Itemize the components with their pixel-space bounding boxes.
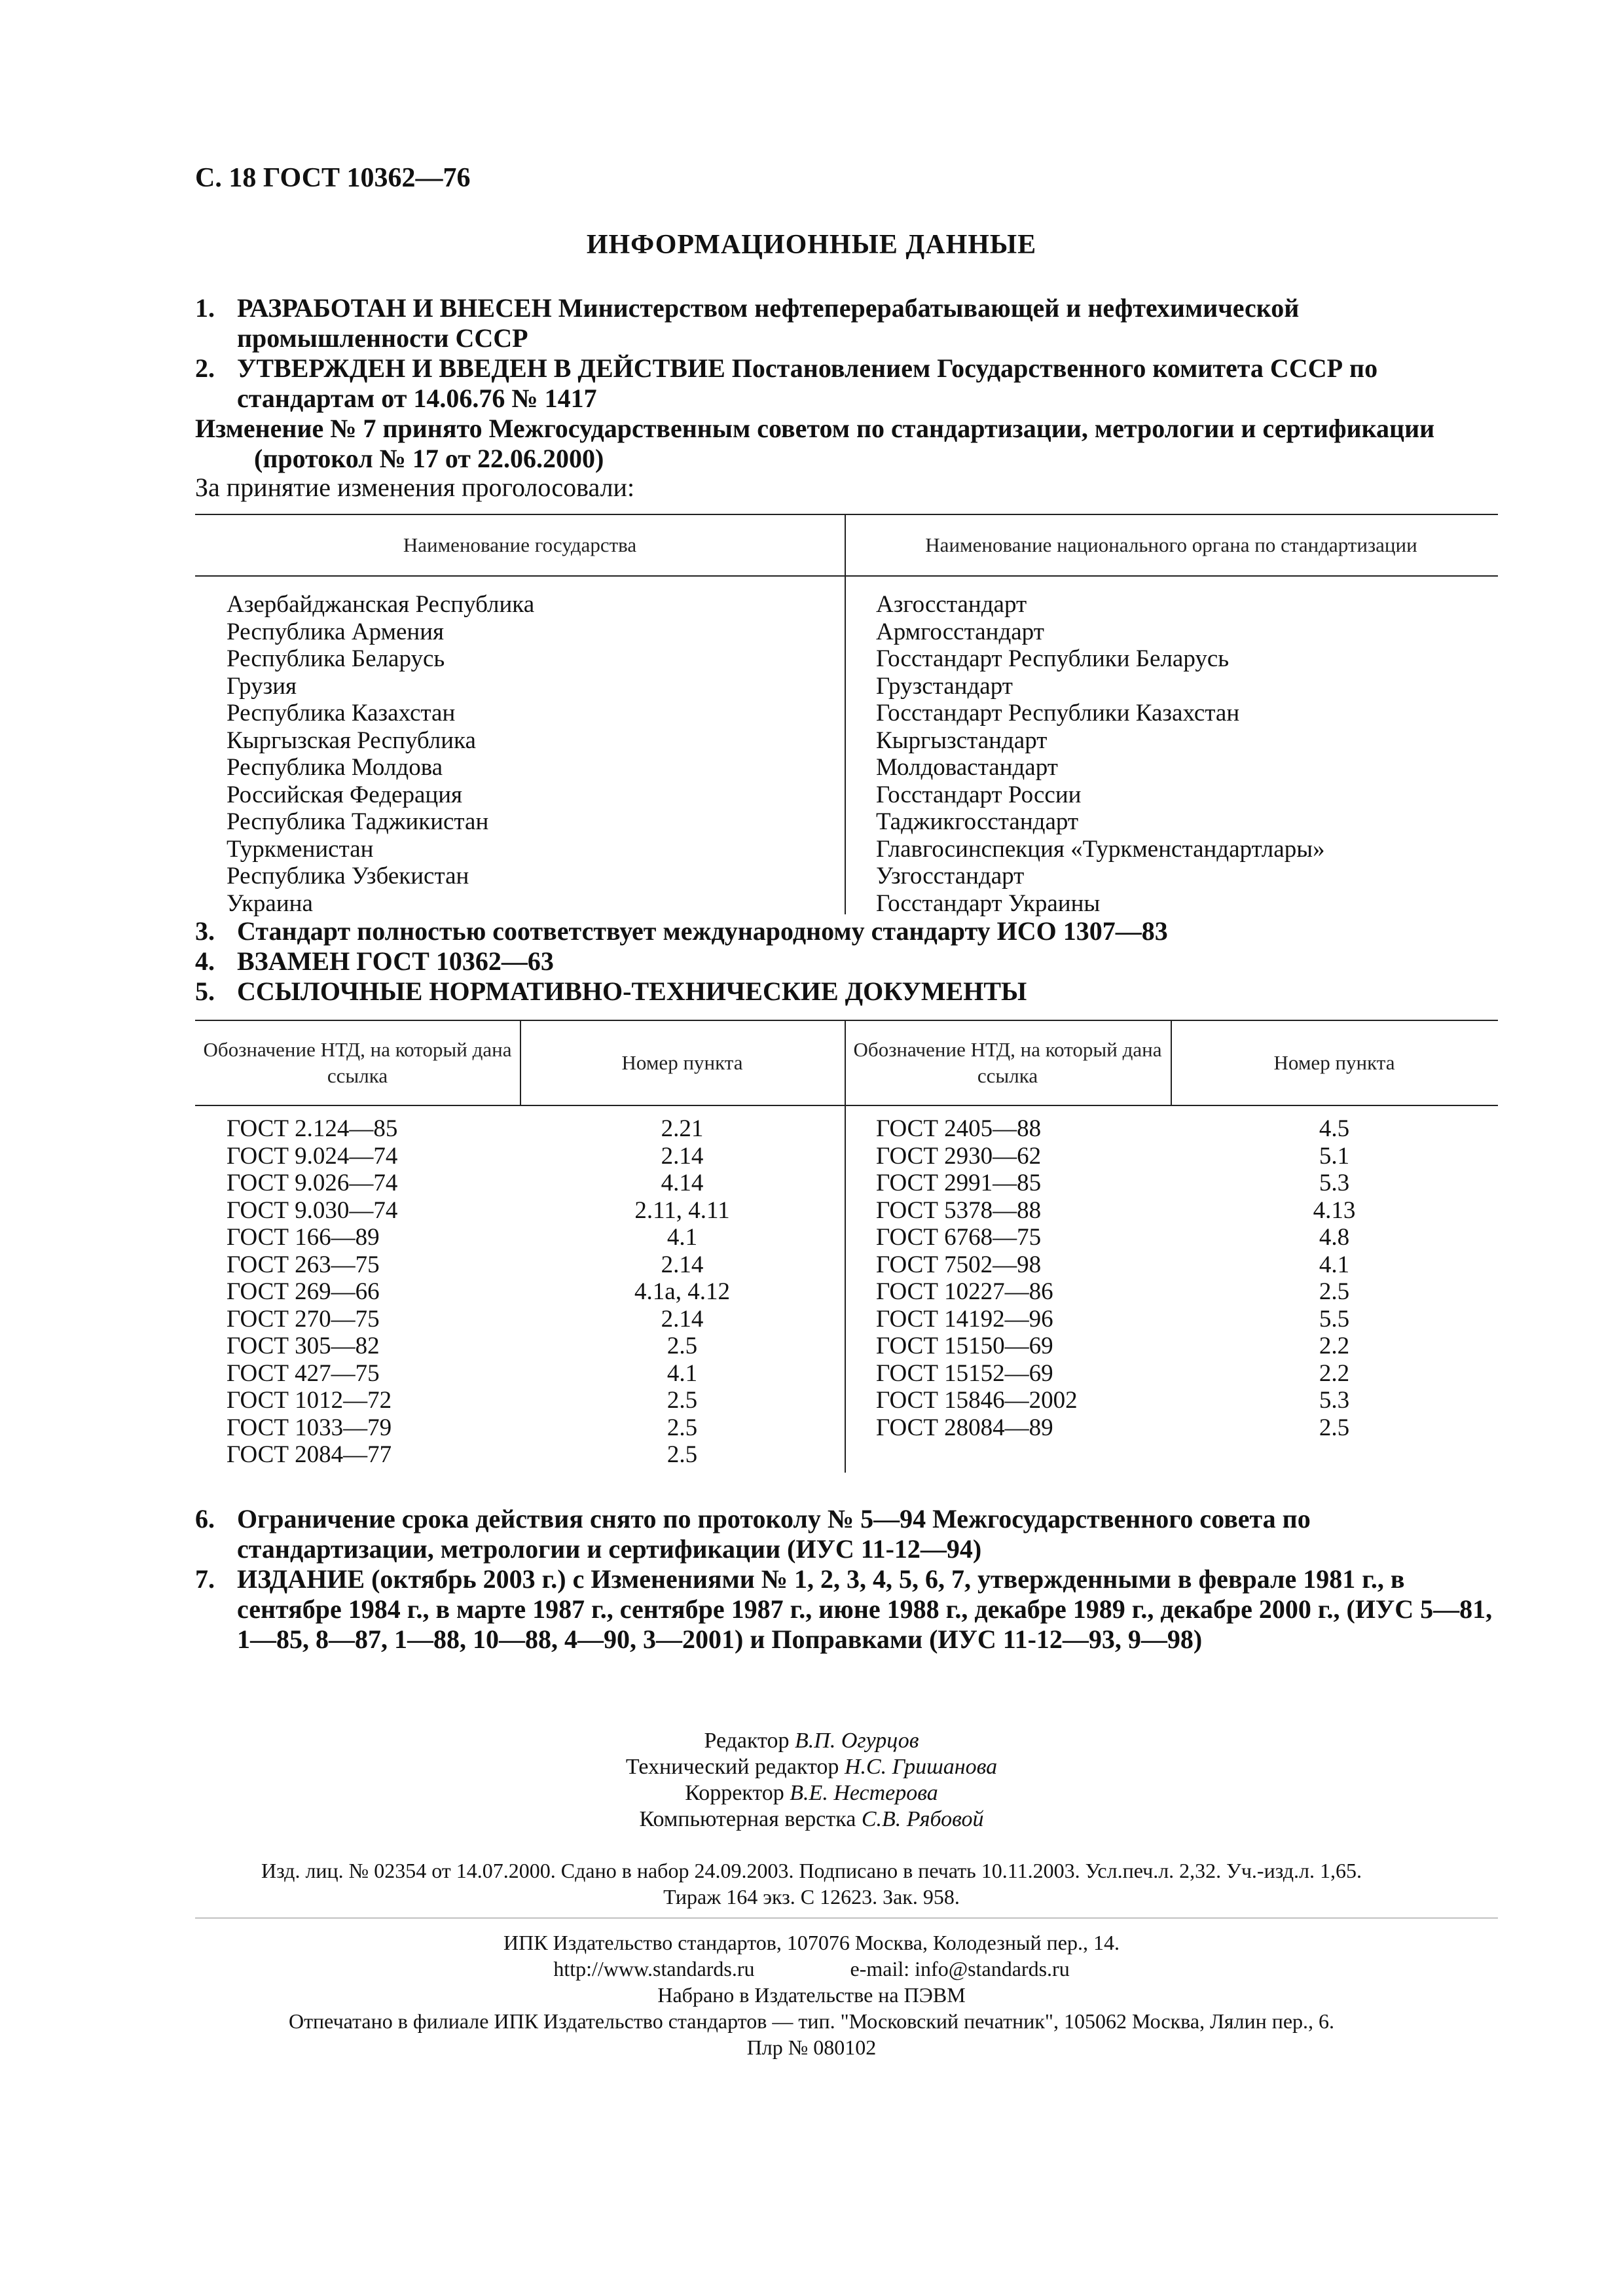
- item-text: РАЗРАБОТАН И ВНЕСЕН Министерством нефтеперерабатывающей и нефтехимической промышленности СССР: [237, 293, 1300, 353]
- reference-doc: ГОСТ 2930—62: [876, 1142, 1042, 1170]
- clause-number: 2.21: [661, 1115, 704, 1142]
- column-header: Обозначение НТД, на который дана ссылка: [853, 1038, 1162, 1087]
- column-header: Обозначение НТД, на который дана ссылка: [203, 1038, 512, 1087]
- clause-number: 5.5: [1319, 1305, 1350, 1333]
- item-text: Ограничение срока действия снято по протоколу № 5—94 Межгосударственного совета по стандартизации, метрологии и сертификации (ИУС 11-12—94): [237, 1504, 1311, 1564]
- item-number: 4.: [195, 946, 215, 976]
- reference-doc: ГОСТ 10227—86: [876, 1278, 1053, 1305]
- imprint-line: Набрано в Издательстве на ПЭВМ: [657, 1983, 966, 2007]
- reference-doc: ГОСТ 7502—98: [876, 1251, 1042, 1278]
- clause-number: 2.5: [666, 1441, 698, 1468]
- clause-number: 4.1а, 4.12: [634, 1278, 730, 1305]
- clause-number: 4.13: [1313, 1196, 1356, 1224]
- state-name: Кыргызская Республика: [227, 726, 476, 754]
- reference-doc: ГОСТ 14192—96: [876, 1305, 1053, 1333]
- item-number: 2.: [195, 353, 215, 383]
- credit-label: Редактор: [704, 1729, 790, 1753]
- state-name: Российская Федерация: [227, 781, 463, 808]
- clause-number: 2.5: [1319, 1278, 1350, 1305]
- clause-number: 4.8: [1319, 1224, 1350, 1251]
- clause-number: 2.5: [666, 1333, 698, 1359]
- table-rule: [195, 1020, 1498, 1021]
- item-number: 6.: [195, 1504, 215, 1534]
- credit-label: Технический редактор: [625, 1755, 839, 1779]
- reference-doc: ГОСТ 9.030—74: [227, 1196, 398, 1224]
- table-divider: [845, 1020, 846, 1473]
- state-name: Азербайджанская Республика: [227, 591, 535, 618]
- clause-number: 4.5: [1319, 1115, 1350, 1142]
- standards-body-name: Госстандарт России: [876, 781, 1082, 808]
- reference-doc: ГОСТ 15152—69: [876, 1359, 1053, 1387]
- standards-body-name: Узгосстандарт: [876, 863, 1025, 889]
- clause-number: 2.5: [666, 1387, 698, 1414]
- email-address: e-mail: info@standards.ru: [850, 1957, 1070, 1981]
- state-name: Туркменистан: [227, 835, 374, 863]
- credit-name: Н.С. Гришанова: [844, 1755, 998, 1779]
- standards-body-name: Таджикгосстандарт: [876, 808, 1079, 835]
- credit-layout: [0, 1806, 1623, 1833]
- column-header: Наименование национального органа по стандартизации: [925, 533, 1417, 556]
- item-number: 5.: [195, 977, 215, 1006]
- table-rule: [195, 514, 1498, 515]
- standards-body-name: Госстандарт Украины: [876, 889, 1101, 917]
- item-text: УТВЕРЖДЕН И ВВЕДЕН В ДЕЙСТВИЕ Постановлением Государственного комитета СССР по стандартам от 14.06.76 № 1417: [237, 353, 1378, 413]
- item-text: ССЫЛОЧНЫЕ НОРМАТИВНО-ТЕХНИЧЕСКИЕ ДОКУМЕНТЫ: [237, 977, 1027, 1006]
- reference-doc: ГОСТ 305—82: [227, 1333, 380, 1359]
- clause-number: 2.14: [661, 1142, 704, 1170]
- credit-corrector: [0, 1780, 1623, 1806]
- state-name: Республика Армения: [227, 618, 445, 645]
- imprint-line: Плр № 080102: [746, 2036, 877, 2059]
- clause-number: 5.3: [1319, 1170, 1350, 1196]
- reference-doc: ГОСТ 9.026—74: [227, 1170, 398, 1196]
- clause-number: 2.11, 4.11: [634, 1196, 730, 1224]
- reference-doc: ГОСТ 270—75: [227, 1305, 380, 1333]
- credit-label: Корректор: [685, 1781, 784, 1805]
- item-number: 7.: [195, 1564, 215, 1594]
- item-text: Стандарт полностью соответствует международному стандарту ИСО 1307—83: [237, 916, 1168, 946]
- table-divider: [845, 514, 846, 914]
- clause-number: 4.14: [661, 1170, 704, 1196]
- imprint-line: Тираж 164 экз. С 12623. Зак. 958.: [663, 1885, 960, 1909]
- item-5: [195, 977, 1498, 1007]
- imprint-contacts: [0, 1956, 1623, 1982]
- clause-number: 2.14: [661, 1305, 704, 1333]
- reference-doc: ГОСТ 28084—89: [876, 1414, 1053, 1441]
- state-name: Грузия: [227, 672, 297, 700]
- clause-number: 5.3: [1319, 1387, 1350, 1414]
- table-rule: [195, 1105, 1498, 1106]
- item-6: [195, 1504, 1498, 1564]
- reference-doc: ГОСТ 166—89: [227, 1224, 380, 1251]
- reference-doc: ГОСТ 1033—79: [227, 1414, 392, 1441]
- item-text: ИЗДАНИЕ (октябрь 2003 г.) с Изменениями № 1, 2, 3, 4, 5, 6, 7, утвержденными в феврале 1981 г., в сентябре 1984 г., в марте 1987 г., сентябре 1987 г., июне 1988 г., декабре 1989 г., декабре 2000 г., (ИУС 5—81, 1—85, 8—87, 1—88, 10—88, 4—90, 3—2001) и Поправками (ИУС 11-12—93, 9—98): [237, 1564, 1493, 1654]
- table-rule: [195, 575, 1498, 577]
- column-header: Номер пункта: [621, 1051, 743, 1074]
- item-number: 1.: [195, 293, 215, 323]
- reference-doc: ГОСТ 9.024—74: [227, 1142, 398, 1170]
- standards-body-name: Грузстандарт: [876, 672, 1013, 700]
- imprint-line: Отпечатано в филиале ИПК Издательство стандартов — тип. "Московский печатник", 105062 Москва, Лялин пер., 6.: [288, 2009, 1335, 2033]
- credit-tech-editor: [0, 1754, 1623, 1780]
- item-number: 3.: [195, 916, 215, 946]
- reference-doc: ГОСТ 15150—69: [876, 1333, 1053, 1359]
- clause-number: 2.2: [1319, 1333, 1350, 1359]
- reference-doc: ГОСТ 263—75: [227, 1251, 380, 1278]
- item-1: [195, 293, 1498, 353]
- item-7: [195, 1564, 1498, 1655]
- standards-body-name: Азгосстандарт: [876, 591, 1027, 618]
- reference-doc: ГОСТ 269—66: [227, 1278, 380, 1305]
- references-table: [195, 1020, 1498, 1478]
- state-name: Республика Таджикистан: [227, 808, 489, 835]
- change-note: [195, 414, 1498, 474]
- state-name: Республика Беларусь: [227, 645, 445, 672]
- states-table: [195, 514, 1498, 916]
- column-header: Наименование государства: [403, 533, 637, 556]
- reference-doc: ГОСТ 6768—75: [876, 1224, 1042, 1251]
- voted-label: За принятие изменения проголосовали:: [195, 473, 635, 502]
- section-title: ИНФОРМАЦИОННЫЕ ДАННЫЕ: [586, 230, 1037, 260]
- reference-doc: ГОСТ 15846—2002: [876, 1387, 1078, 1414]
- clause-number: 4.1: [666, 1359, 698, 1387]
- state-name: Республика Казахстан: [227, 700, 456, 726]
- standards-body-name: Госстандарт Республики Казахстан: [876, 700, 1240, 726]
- standards-body-name: Госстандарт Республики Беларусь: [876, 645, 1230, 672]
- state-name: Республика Узбекистан: [227, 863, 469, 889]
- state-name: Республика Молдова: [227, 754, 443, 781]
- credit-editor: [0, 1728, 1623, 1754]
- clause-number: 5.1: [1319, 1142, 1350, 1170]
- reference-doc: ГОСТ 2405—88: [876, 1115, 1042, 1142]
- clause-number: 4.1: [666, 1224, 698, 1251]
- clause-number: 2.2: [1319, 1359, 1350, 1387]
- clause-number: 2.5: [1319, 1414, 1350, 1441]
- state-name: Украина: [227, 889, 313, 917]
- standards-body-name: Главгосинспекция «Туркменстандартлары»: [876, 835, 1325, 863]
- credit-name: В.П. Огурцов: [795, 1729, 919, 1753]
- item-3: [195, 916, 1498, 946]
- imprint-line: ИПК Издательство стандартов, 107076 Москва, Колодезный пер., 14.: [503, 1931, 1120, 1954]
- column-header: Номер пункта: [1273, 1051, 1395, 1074]
- item-2: [195, 353, 1498, 414]
- reference-doc: ГОСТ 2991—85: [876, 1170, 1042, 1196]
- item-text: ВЗАМЕН ГОСТ 10362—63: [237, 946, 554, 976]
- clause-number: 4.1: [1319, 1251, 1350, 1278]
- item-4: [195, 946, 1498, 977]
- standards-body-name: Армгосстандарт: [876, 618, 1044, 645]
- standards-body-name: Кыргызстандарт: [876, 726, 1048, 754]
- reference-doc: ГОСТ 5378—88: [876, 1196, 1042, 1224]
- standards-body-name: Молдовастандарт: [876, 754, 1058, 781]
- credit-label: Компьютерная верстка: [639, 1807, 856, 1831]
- change-text: Изменение № 7 принято Межгосударственным советом по стандартизации, метрологии и сертификации (протокол № 17 от 22.06.2000): [195, 414, 1435, 473]
- credit-name: С.В. Рябовой: [861, 1807, 984, 1831]
- clause-number: 2.14: [661, 1251, 704, 1278]
- reference-doc: ГОСТ 2084—77: [227, 1441, 392, 1468]
- website-link: http://www.standards.ru: [553, 1957, 755, 1981]
- reference-doc: ГОСТ 427—75: [227, 1359, 380, 1387]
- reference-doc: ГОСТ 1012—72: [227, 1387, 392, 1414]
- clause-number: 2.5: [666, 1414, 698, 1441]
- imprint-line: Изд. лиц. № 02354 от 14.07.2000. Сдано в набор 24.09.2003. Подписано в печать 10.11.2003. Усл.печ.л. 2,32. Уч.-изд.л. 1,65.: [261, 1859, 1362, 1882]
- page-header: С. 18 ГОСТ 10362—76: [195, 163, 471, 193]
- reference-doc: ГОСТ 2.124—85: [227, 1115, 398, 1142]
- credit-name: В.Е. Нестерова: [790, 1781, 938, 1805]
